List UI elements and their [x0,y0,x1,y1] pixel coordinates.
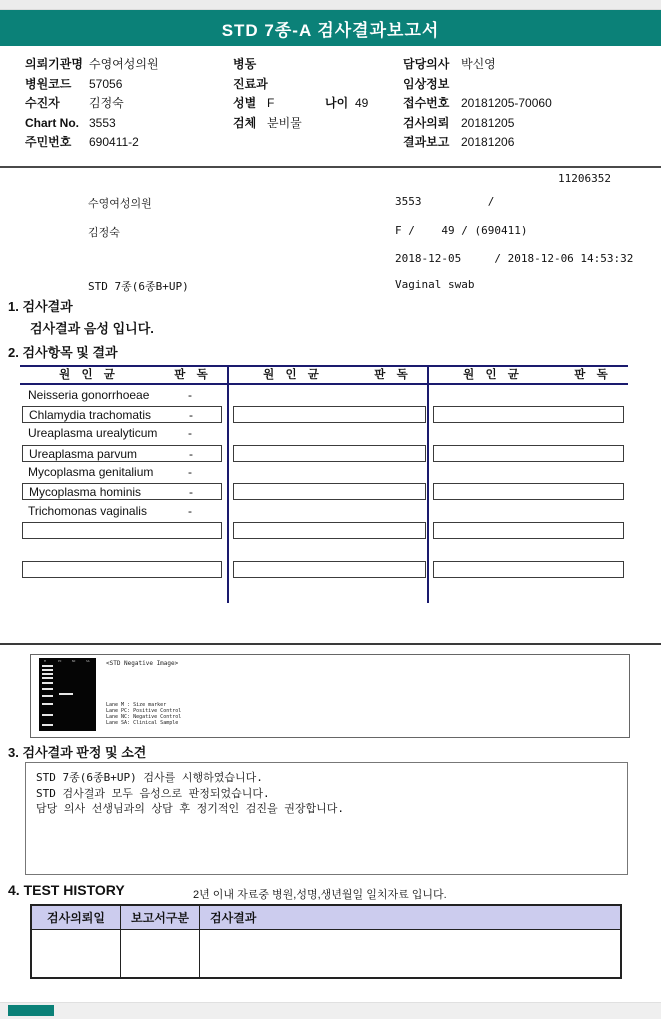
section3-heading: 3. 검사결과 판정 및 소견 [8,745,147,760]
footer-accent-box [8,1005,54,1016]
info-label: 성별 [233,96,257,110]
pathogen-table-header [20,365,628,385]
summary-chart-no: 3553 / [395,195,495,208]
window-bottom-strip [0,1002,661,1019]
empty-result-cell [433,522,624,539]
pathogen-result: - [188,426,192,440]
pathogen-result: - [189,485,193,499]
gel-band [42,669,53,671]
info-value: 3553 [89,115,116,130]
empty-result-cell [22,522,222,539]
col-header-pathogen: 원 인 균 [59,369,119,381]
gel-band [42,682,53,684]
info-row [25,75,230,95]
gel-legend [106,702,181,726]
header-group-1 [20,367,228,383]
summary-dates: 2018-12-05 / 2018-12-06 14:53:32 [395,252,634,265]
history-empty-row [31,930,621,979]
history-note: 2년 이내 자료중 병원,성명,생년월일 일치자료 입니다. [193,889,447,901]
info-row [25,114,230,134]
gel-band [42,673,53,675]
info-value: 20181206 [461,135,515,149]
pathogen-row [0,463,661,481]
pathogen-row [0,444,661,462]
gel-lane-label: PC [58,659,62,663]
window-top-strip [0,0,661,10]
pathogen-cell [22,387,220,402]
pathogen-result: - [189,447,193,461]
header-group-2 [228,367,428,383]
history-cell [200,930,622,979]
info-label: 검체 [233,115,257,130]
info-label: 진료과 [233,76,268,91]
info-label: 담당의사 [403,57,450,71]
pathogen-row [0,521,661,539]
info-label-age: 나이 [325,96,349,110]
pathogen-result: - [188,465,192,479]
info-label: 임상정보 [403,76,450,91]
report-number: 11206352 [558,172,611,185]
summary-sex-age: F / 49 / (690411) [395,224,528,237]
info-row [403,133,653,153]
gel-legend-line: Lane SA: Clinical Sample [106,720,179,726]
empty-result-cell [433,445,624,462]
info-value: 수영여성의원 [89,57,159,71]
info-value-age: 49 [355,96,369,110]
gel-band [42,714,53,716]
info-label: 병동 [233,57,257,71]
pathogen-row [0,386,661,404]
section1-result-text: 검사결과 음성 입니다. [30,321,154,336]
info-label: 접수번호 [403,96,450,110]
section1-heading: 1. 검사결과 [8,299,73,314]
info-value: 분비물 [267,115,302,130]
pathogen-name: Trichomonas vaginalis [28,504,147,518]
pathogen-cell [22,425,220,440]
col-header-result: 판 독 [374,369,412,381]
pathogen-cell [22,445,222,462]
gel-image-panel [30,654,630,738]
pathogen-name: Ureaplasma urealyticum [28,426,158,440]
pathogen-name: Ureaplasma parvum [29,447,138,461]
info-row [233,55,403,75]
pathogen-name: Mycoplasma genitalium [28,465,154,479]
section2-heading: 2. 검사항목 및 결과 [8,345,118,360]
gel-legend-line: Lane M : Size marker [106,702,167,708]
empty-result-cell [22,561,222,578]
info-value: 57056 [89,76,123,91]
empty-result-cell [233,561,426,578]
patient-info-col2 [233,55,403,133]
info-label: 검사의뢰 [403,115,450,130]
info-row [233,114,403,134]
gel-sample-band [59,693,73,695]
gel-lane-label: NC [72,659,76,663]
empty-result-cell [233,522,426,539]
gel-band [42,677,53,679]
section-divider-line [0,166,661,168]
info-label: 결과보고 [403,135,450,149]
empty-result-cell [233,406,426,423]
patient-info-col1 [25,55,230,153]
pathogen-row [0,424,661,442]
pathogen-result: - [188,388,192,402]
info-label: 병원코드 [25,76,72,91]
pathogen-row [0,405,661,423]
info-row [233,94,403,114]
info-row [233,75,403,95]
info-row [403,75,653,95]
pathogen-row [0,560,661,578]
info-value: F [267,96,275,110]
history-col-report-type: 보고서구분 [121,905,200,930]
gel-band [42,665,53,667]
summary-specimen: Vaginal swab [395,278,475,291]
history-col-request-date: 검사의뢰일 [31,905,121,930]
empty-result-cell [433,406,624,423]
pathogen-cell [22,483,222,500]
info-value: 20181205-70060 [461,96,552,110]
pathogen-row [0,482,661,500]
col-header-pathogen: 원 인 균 [463,369,523,381]
col-header-pathogen: 원 인 균 [263,369,323,381]
col-header-result: 판 독 [174,369,212,381]
col-header-result: 판 독 [574,369,612,381]
info-row [25,94,230,114]
opinion-line: STD 7종(6종B+UP) 검사를 시행하였습니다. [36,771,263,784]
opinion-box [25,762,628,875]
empty-result-cell [233,445,426,462]
gel-legend-line: Lane PC: Positive Control [106,708,182,714]
empty-result-cell [233,483,426,500]
info-label: 수진자 [25,96,60,110]
empty-result-cell [433,561,624,578]
gel-electrophoresis-image [39,658,96,731]
pathogen-cell [22,464,220,479]
report-title-bar [0,10,661,46]
pathogen-cell [22,406,222,423]
info-value: 20181205 [461,115,515,130]
pathogen-name: Mycoplasma hominis [29,485,142,499]
gel-band [42,703,53,705]
page-title: STD 7종-A 검사결과보고서 [221,20,440,40]
info-value: 690411-2 [89,135,139,149]
gel-legend-line: Lane NC: Negative Control [106,714,182,720]
header-group-3 [428,367,628,383]
pathogen-result: - [189,408,193,422]
info-row [25,133,230,153]
info-label: Chart No. [25,115,79,130]
info-row [403,94,653,114]
history-cell [121,930,200,979]
info-row [25,55,230,75]
history-col-result: 검사결과 [200,905,622,930]
opinion-line: 담당 의사 선생님과의 상담 후 정기적인 검진을 권장합니다. [36,802,345,815]
section4-heading: 4. TEST HISTORY [8,882,125,898]
history-cell [31,930,121,979]
empty-result-cell [433,483,624,500]
opinion-line: STD 검사결과 모두 음성으로 판정되었습니다. [36,786,270,800]
gel-caption: <STD Negative Image> [106,660,179,667]
pathogen-row [0,502,661,520]
patient-info-col3 [403,55,653,153]
pathogen-cell [22,503,220,518]
section-divider-line [0,643,661,645]
info-row [403,55,653,75]
summary-patient-name: 김정숙 [88,226,120,239]
info-value: 김정숙 [89,96,124,110]
gel-band [42,724,53,726]
info-label: 의뢰기관명 [25,57,83,71]
pathogen-name: Neisseria gonorrhoeae [28,388,150,402]
info-value: 박신영 [461,57,496,71]
info-row [403,114,653,134]
summary-hospital: 수영여성의원 [88,197,152,210]
pathogen-name: Chlamydia trachomatis [29,408,152,422]
gel-lane-label: SA [86,659,90,663]
test-history-table [30,904,622,979]
pathogen-result: - [188,504,192,518]
gel-lane-label: M [44,659,46,663]
info-label: 주민번호 [25,135,72,149]
gel-band [42,688,53,690]
gel-band [42,695,53,697]
summary-test-name: STD 7종(6종B+UP) [88,280,189,293]
history-header-row [31,905,621,930]
